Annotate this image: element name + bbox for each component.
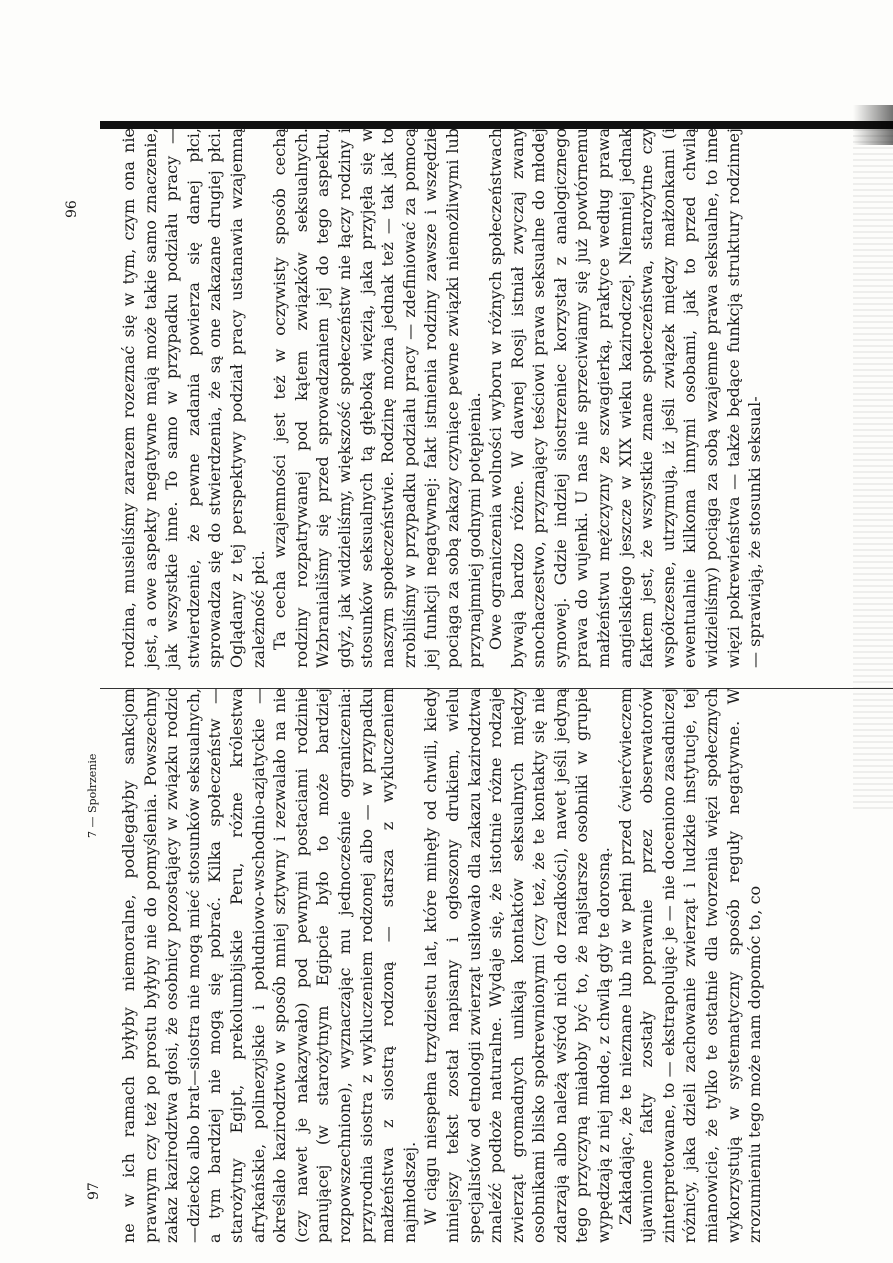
paragraph: Ta cecha wzajemności jest też w oczywisty sposób cechą rodziny rozpatrywanej pod kątem związków seksualnych. Wzbraniališmy się przed sprowadzaniem jej do tego aspektu, gdyż, jak widzieliśmy, większość społeczeństw nie łączy rodziny i stosunków seksualnych tą głęboką więzią, jaka przyjęła się w naszym społeczeństwie. Rodzinę można jednak też — tak jak to zrobiliśmy w przypadku podziału pracy — zdefiniować za pomocą jej funkcji negatywnej: fakt istnienia rodziny zawsze i wszędzie pociąga za sobą zakazy czyniące pewne związki niemożliwymi lub przynajmniej godnymi potępienia. (270, 128, 484, 668)
left-page-text (118, 128, 766, 668)
page-number-right: 97 (86, 1182, 102, 1200)
paragraph: Zakładając, że te nieznane lub nie w pełni przed ćwierćwieczem ujawnione fakty zostały poprawnie przez obserwatorów zinterpretowane, to — ekstrapolując je — nie doceniono zasadniczej różnicy, jaka dzieli zachowanie zwierząt i ludzkie instytucje, tej mianowicie, że tylko te ostatnie dla tworzenia więzi społecznych wykorzystują w systematyczny sposób reguły negatywne. W zrozumieniu tego może nam dopomóc to, co (615, 688, 765, 1243)
paragraph: rodzina, musieliśmy zarazem rozeznać się w tym, czym ona nie jest, a owe aspekty negatywne mają może takie samo znaczenie, jak wszystkie inne. To samo w przypadku podziału pracy — stwierdzenie, że pewne zadania powierza się danej płci, sprowadza się do stwierdzenia, że są one zakazane drugiej płci. Oglądany z tej perspektywy podział pracy ustanawia wzajemną zależność płci. (119, 128, 268, 668)
paragraph: ne w ich ramach byłyby niemoralne, podlegałyby sankcjom prawnym czy też po prostu byłyby nie do pomyślenia. Powszechny zakaz kazirodztwa głosi, że osobnicy pozostający w związku rodzic—dziecko albo brat—siostra nie mogą mieć stosunków seksualnych, a tym bardziej nie mogą się pobrać. Kilka społeczeństw — starożytny Egipt, prekolumbijskie Peru, różne królestwa afrykańskie, polinezyjskie i południowo-wschodnio-azjatyckie — określało kazirodztwo w sposób mniej sztywny i zezwalało na nie (czy nawet je nakazywało) pod pewnymi postaciami rodzinie panującej (w starożytnym Egipcie było to może bardziej rozpowszechnione), wyznaczając mu jednocześnie ograniczenia: przyrodnia siostra z wykluczeniem rodzonej albo — w przypadku małżeństwa z siostrą rodzoną — starsza z wykluczeniem najmłodszej. (119, 688, 419, 1243)
scan-noise (853, 129, 893, 809)
right-page-text (118, 688, 766, 1243)
left-page (118, 128, 838, 668)
chapter-footer: 7 — Społrzenie (86, 753, 99, 838)
page-number-left: 96 (64, 200, 80, 218)
paragraph: W ciągu niespełna trzydziestu lat, które minęły od chwili, kiedy niniejszy tekst został napisany i ogłoszony drukiem, wielu specjalistów od etnologii zwierząt usiłowało dla zakazu kazirodztwa znaleźć podłoże naturalne. Wydaje się, że istotnie różne rodzaje zwierząt gromadnych unikają kontaktów seksualnych między osobnikami blisko spokrewnionymi (czy też, że te kontakty się nie zdarzają albo należą wśród nich do rzadkości), nawet jeśli jedyną tego przyczyną miałoby być to, że najstarsze osobniki w grupie wypędzają z niej młode, z chwilą gdy te dorosną. (421, 688, 614, 1243)
right-page (118, 688, 838, 1243)
paragraph: Owe ograniczenia wolności wyboru w różnych społeczeństwach bywają bardzo różne. W dawnej Rosji istniał zwyczaj zwany snochaczestwo, przyznający teściowi prawa seksualne do młodej synowej. Gdzie indziej siostrzeniec korzystał z analogicznego prawa do wujenki. U nas nie sprzeciwiamy się już powtórnemu małżeństwu mężczyzny ze szwagierką, praktyce według prawa angielskiego jeszcze w XIX wieku kazirodczej. Niemniej jednak faktem jest, że wszystkie znane społeczeństwa, starożytne czy współczesne, utrzymują, iż jeśli związek między małżonkami (i ewentualnie kilkoma innymi osobami, jak to przed chwilą widzieliśmy) pociąga za sobą wzajemne prawa seksualne, to inne więzi pokrewieństwa — także będące funkcją struktury rodzinnej — sprawiają, że stosunki seksual- (486, 128, 765, 668)
